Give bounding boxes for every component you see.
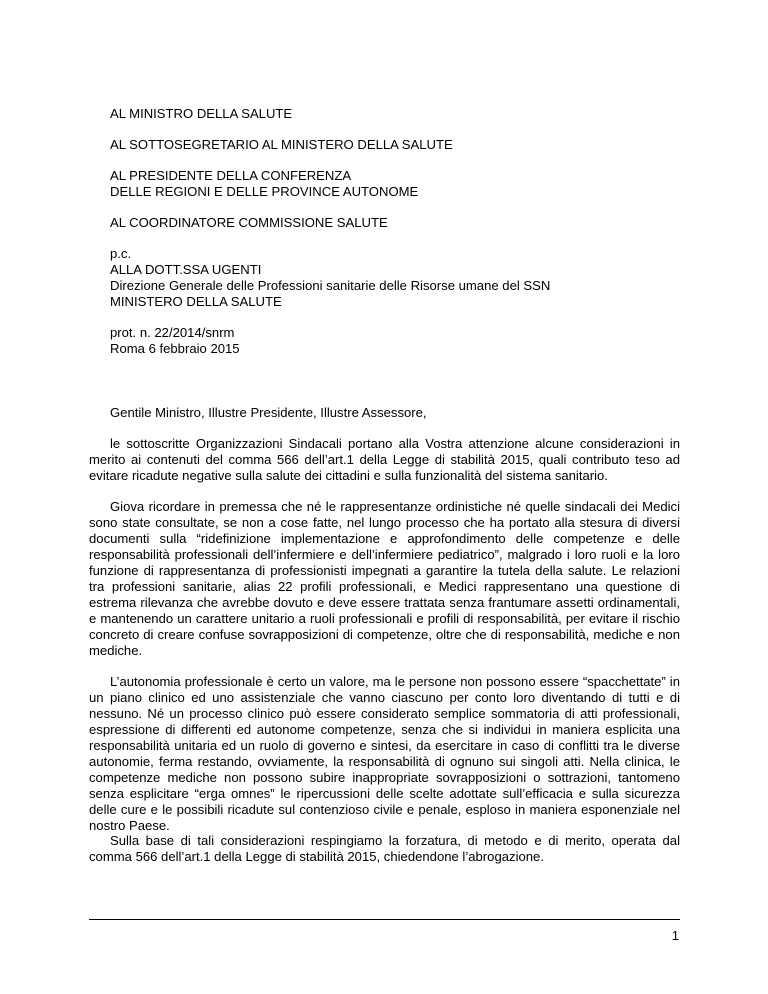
cc-ministry: MINISTERO DELLA SALUTE [110, 294, 282, 309]
page-number: 1 [671, 928, 679, 943]
recipient-presidente-line1: AL PRESIDENTE DELLA CONFERENZA [110, 168, 352, 183]
paragraph-autonomia: L’autonomia professionale è certo un valore, ma le persone non possono essere “spacchettate” in un piano clinico ed uno assistenziale che vanno ciascuno per conto loro diventando di tutti e di nessuno. Né un processo clinico può essere considerato semplice sommatoria di atti professionali, espressione di differenti ed autonome competenze, senza che si individui in maniera esplicita una responsabilità unitaria ed un ruolo di governo e sintesi, da esercitare in caso di conflitti tra le diverse autonomie, ferma restando, ovviamente, la responsabilità di ognuno sui singoli atti. Nella clinica, le competenze mediche non possono subire inappropriate sovrapposizioni o sottrazioni, tantomeno senza esplicitare “erga omnes” le ripercussioni delle scelte adottate sull’efficacia e sulla sicurezza delle cure e le possibili ricadute sul contenzioso civile e penale, esploso in maniera esponenziale nel nostro Paese. [89, 674, 680, 833]
protocol-number: prot. n. 22/2014/snrm [110, 325, 235, 340]
recipient-sottosegretario: AL SOTTOSEGRETARIO AL MINISTERO DELLA SALUTE [110, 137, 453, 152]
recipient-presidente [110, 168, 418, 200]
reference-block [110, 325, 240, 357]
paragraph-premessa: Giova ricordare in premessa che né le rappresentanze ordinistiche né quelle sindacali dei Medici sono state consultate, se non a cose fatte, nel lungo processo che ha portato alla stesura di diversi documenti sulla “ridefinizione implementazione e approfondimento delle competenze e delle responsabilità professionali dell’infermiere e dell’infermiere pediatrico”, malgrado i loro ruoli e la loro funzione di rappresentanza di professionisti impegnati a garantire la tutela della salute. Le relazioni tra professioni sanitarie, alias 22 profili professionali, e Medici rappresentano una questione di estrema rilevanza che avrebbe dovuto e deve essere trattata senza frantumare assetti ordinamentali, e mantenendo un carattere unitario a ruoli professionali e profili di responsabilità, per evitare il rischio concreto di creare confuse sovrapposizioni di competenze, oltre che di responsabilità, mediche e non mediche. [89, 499, 680, 658]
recipient-presidente-line2: DELLE REGIONI E DELLE PROVINCE AUTONOME [110, 184, 419, 199]
footer-divider [89, 919, 680, 920]
letter-date: Roma 6 febbraio 2015 [110, 341, 240, 356]
cc-block [110, 246, 550, 310]
cc-department: Direzione Generale delle Professioni sanitarie delle Risorse umane del SSN [110, 278, 551, 293]
paragraph-intro: le sottoscritte Organizzazioni Sindacali portano alla Vostra attenzione alcune considerazioni in merito ai contenuti del comma 566 dell’art.1 della Legge di stabilità 2015, quali contributo teso ad evitare ricadute negative sulla salute dei cittadini e sulla funzionalità del sistema sanitario. [89, 436, 680, 483]
paragraph-conclusione: Sulla base di tali considerazioni respingiamo la forzatura, di metodo e di merito, operata dal comma 566 dell’art.1 della Legge di stabilità 2015, chiedendone l’abrogazione. [89, 833, 680, 864]
cc-label: p.c. [110, 246, 132, 261]
recipient-coordinatore: AL COORDINATORE COMMISSIONE SALUTE [110, 215, 388, 230]
recipient-ministro: AL MINISTRO DELLA SALUTE [110, 106, 293, 121]
salutation: Gentile Ministro, Illustre Presidente, Illustre Assessore, [110, 405, 427, 420]
cc-name: ALLA DOTT.SSA UGENTI [110, 262, 262, 277]
